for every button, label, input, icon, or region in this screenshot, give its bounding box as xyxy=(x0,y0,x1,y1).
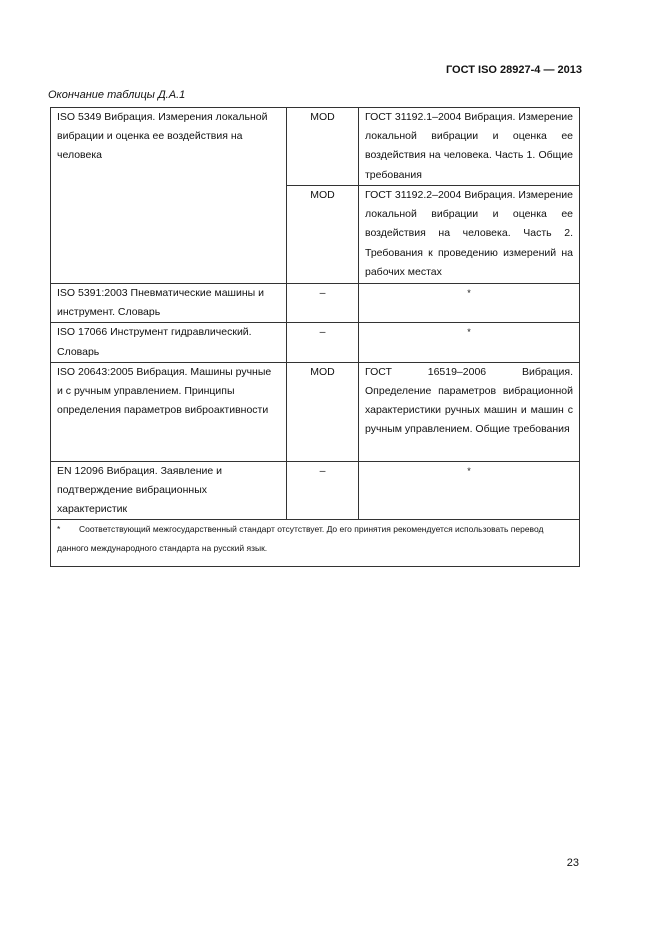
correspondence-degree-cell: MOD xyxy=(287,186,359,284)
correspondence-table xyxy=(50,107,580,567)
footnote-text: Соответствующий межгосударственный стандарт отсутствует. До его принятия рекомендуется использовать перевод данного международного стандарта на русский язык. xyxy=(57,524,544,554)
table-caption: Окончание таблицы Д.А.1 xyxy=(48,89,186,101)
gost-standard-cell: * xyxy=(359,461,580,520)
table-row xyxy=(51,362,580,461)
footnote-mark: * xyxy=(57,524,61,535)
gost-standard-cell: ГОСТ 16519–2006 Вибрация. Определение параметров вибрационной характеристики ручных машин и машин с ручным управлением. Общие требования xyxy=(359,362,580,461)
iso-standard-cell: ISO 5391:2003 Пневматические машины и инструмент. Словарь xyxy=(51,284,287,323)
table-row xyxy=(51,284,580,323)
document-designation: ГОСТ ISO 28927-4 — 2013 xyxy=(445,64,582,76)
iso-standard-cell: ISO 20643:2005 Вибрация. Машины ручные и с ручным управлением. Принципы определения параметров виброактивности xyxy=(51,362,287,461)
gost-standard-cell: * xyxy=(359,323,580,362)
table-row xyxy=(51,108,580,186)
correspondence-degree-cell: MOD xyxy=(287,362,359,461)
table-footnote xyxy=(51,520,580,567)
correspondence-degree-cell: – xyxy=(287,284,359,323)
table-row xyxy=(51,323,580,362)
table-footnote-row xyxy=(51,520,580,567)
gost-standard-cell: ГОСТ 31192.1–2004 Вибрация. Измерение локальной вибрации и оценка ее воздействия на человека. Часть 1. Общие требования xyxy=(359,108,580,186)
page-number: 23 xyxy=(566,857,579,869)
gost-standard-cell: * xyxy=(359,284,580,323)
correspondence-degree-cell: – xyxy=(287,461,359,520)
correspondence-degree-cell: – xyxy=(287,323,359,362)
iso-standard-cell: ISO 17066 Инструмент гидравлический. Словарь xyxy=(51,323,287,362)
table-row xyxy=(51,461,580,520)
correspondence-degree-cell: MOD xyxy=(287,108,359,186)
iso-standard-cell: EN 12096 Вибрация. Заявление и подтверждение вибрационных характеристик xyxy=(51,461,287,520)
gost-standard-cell: ГОСТ 31192.2–2004 Вибрация. Измерение локальной вибрации и оценка ее воздействия на человека. Часть 2. Требования к проведению измерений на рабочих местах xyxy=(359,186,580,284)
iso-standard-cell: ISO 5349 Вибрация. Измерения локальной вибрации и оценка ее воздействия на человека xyxy=(51,108,287,284)
